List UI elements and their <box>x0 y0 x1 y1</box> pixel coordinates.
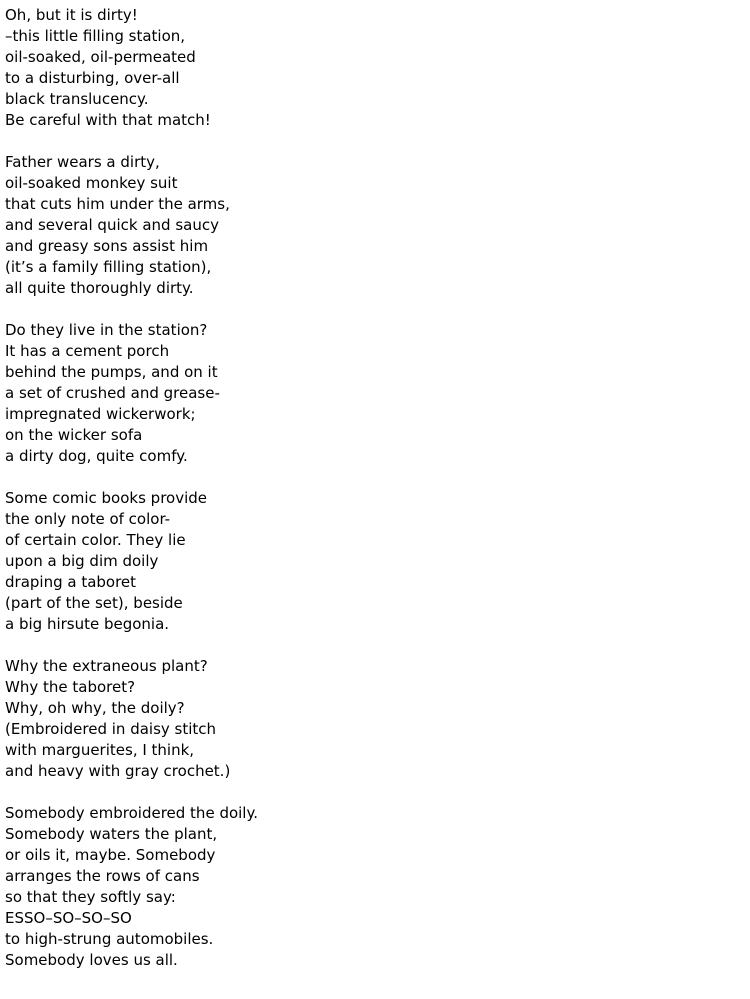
poem-line: a dirty dog, quite comfy. <box>5 447 188 465</box>
poem-line: Why the extraneous plant? <box>5 657 208 675</box>
poem-line: Somebody waters the plant, <box>5 825 218 843</box>
poem-line: and several quick and saucy <box>5 216 219 234</box>
poem-line: a set of crushed and grease- <box>5 384 220 402</box>
poem-line: black translucency. <box>5 90 149 108</box>
stanza-6 <box>5 803 258 971</box>
poem-line: the only note of color- <box>5 510 171 528</box>
poem-text <box>5 5 258 992</box>
poem-line: Father wears a dirty, <box>5 153 160 171</box>
poem-line: to a disturbing, over-all <box>5 69 180 87</box>
poem-line: (it’s a family filling station), <box>5 258 212 276</box>
poem-line: oil-soaked, oil-permeated <box>5 48 196 66</box>
poem-line: Somebody embroidered the doily. <box>5 804 258 822</box>
poem-line: that cuts him under the arms, <box>5 195 230 213</box>
poem-line: Oh, but it is dirty! <box>5 6 138 24</box>
stanza-4 <box>5 488 258 635</box>
poem-line: (Embroidered in daisy stitch <box>5 720 217 738</box>
poem-line: impregnated wickerwork; <box>5 405 196 423</box>
poem-line: of certain color. They lie <box>5 531 186 549</box>
poem-line: Some comic books provide <box>5 489 208 507</box>
poem-line: (part of the set), beside <box>5 594 183 612</box>
poem-line: or oils it, maybe. Somebody <box>5 846 216 864</box>
poem-line: oil-soaked monkey suit <box>5 174 178 192</box>
poem-line: behind the pumps, and on it <box>5 363 218 381</box>
poem-line: a big hirsute begonia. <box>5 615 170 633</box>
stanza-2 <box>5 152 258 299</box>
poem-line: ESSO–SO–SO–SO <box>5 909 132 927</box>
poem-line: upon a big dim doily <box>5 552 159 570</box>
poem-line: Do they live in the station? <box>5 321 208 339</box>
poem-line: Why the taboret? <box>5 678 136 696</box>
poem-line: on the wicker sofa <box>5 426 143 444</box>
poem-line: –this little filling station, <box>5 27 186 45</box>
poem-line: with marguerites, I think, <box>5 741 195 759</box>
poem-line: and heavy with gray crochet.) <box>5 762 231 780</box>
poem-line: so that they softly say: <box>5 888 176 906</box>
poem-line: draping a taboret <box>5 573 137 591</box>
poem-line: and greasy sons assist him <box>5 237 209 255</box>
stanza-3 <box>5 320 258 467</box>
stanza-5 <box>5 656 258 782</box>
poem-line: Be careful with that match! <box>5 111 211 129</box>
poem-line: all quite thoroughly dirty. <box>5 279 194 297</box>
stanza-1 <box>5 5 258 131</box>
poem-line: arranges the rows of cans <box>5 867 200 885</box>
poem-line: to high-strung automobiles. <box>5 930 214 948</box>
poem-line: Why, oh why, the doily? <box>5 699 185 717</box>
poem-line: It has a cement porch <box>5 342 170 360</box>
poem-line: Somebody loves us all. <box>5 951 178 969</box>
